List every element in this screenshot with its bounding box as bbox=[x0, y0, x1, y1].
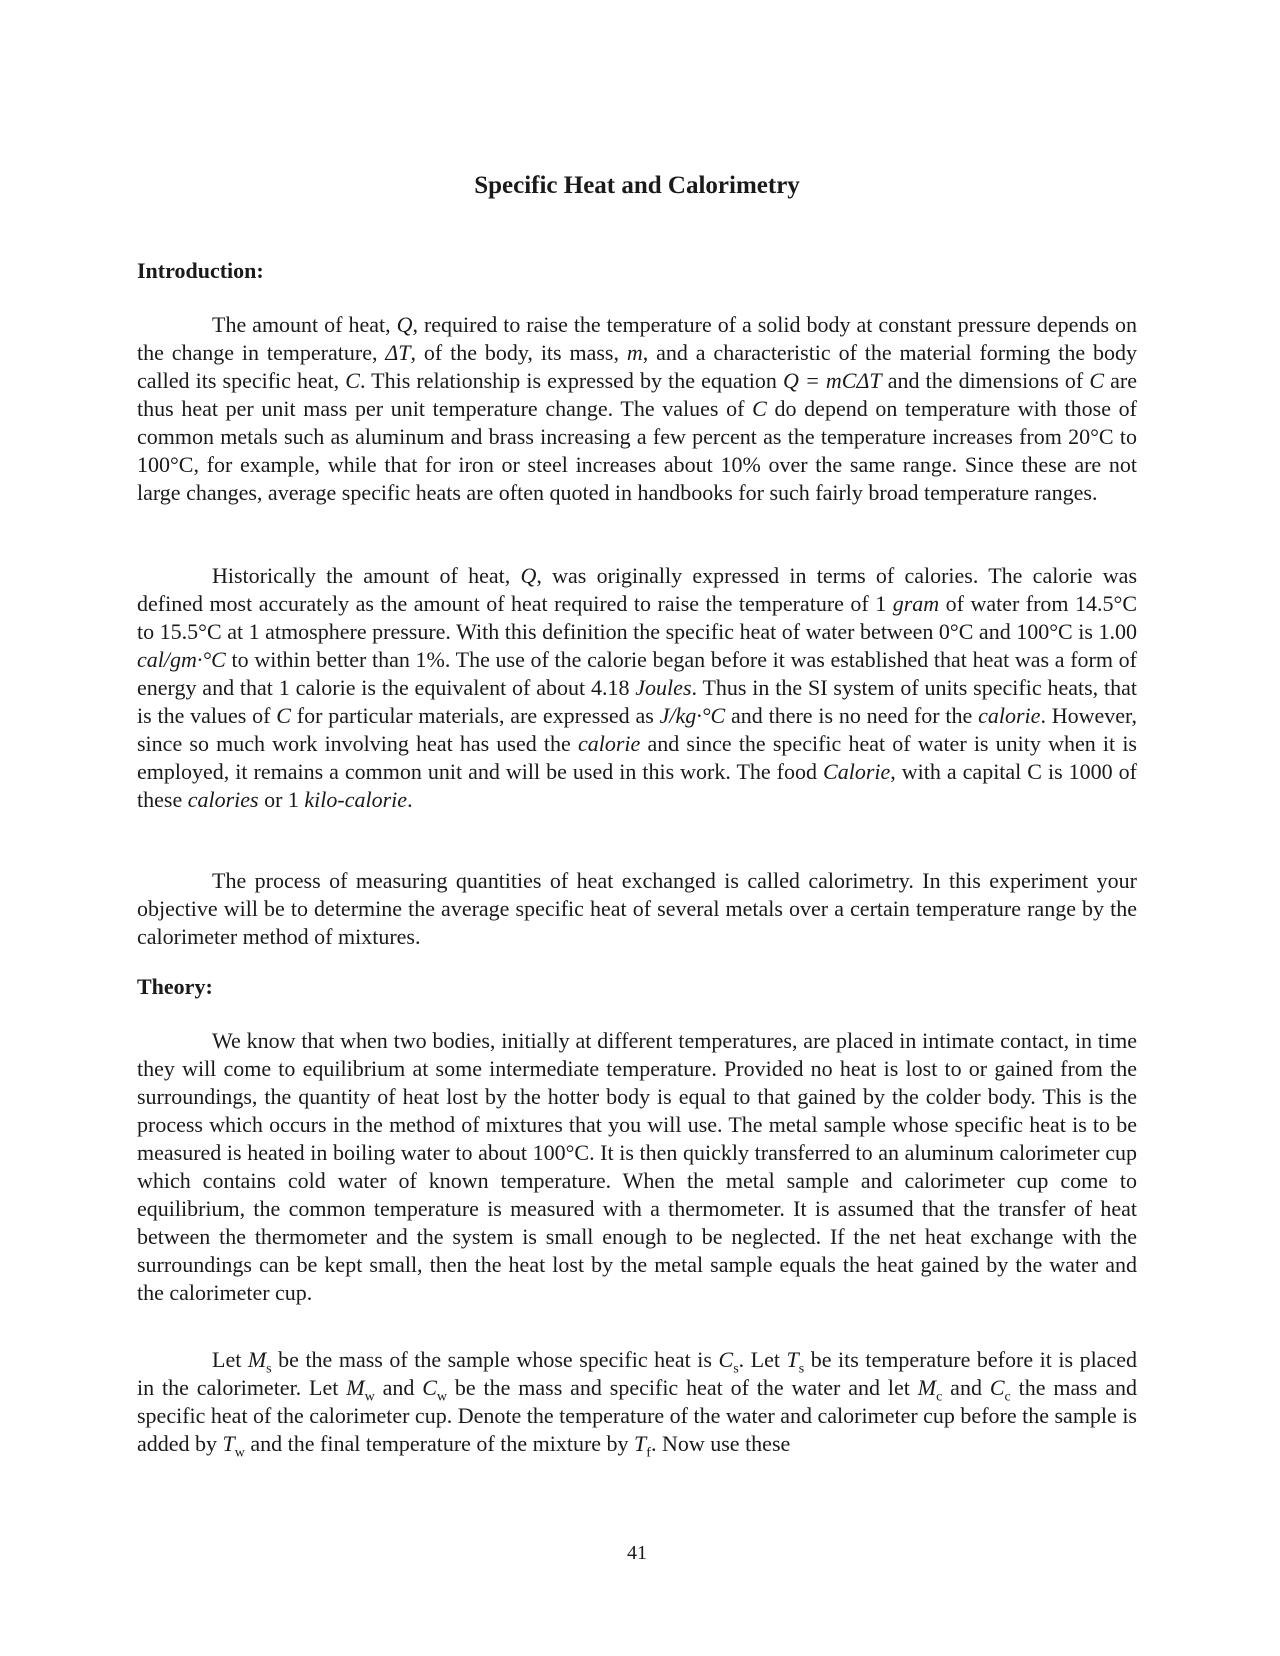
page-title: Specific Heat and Calorimetry bbox=[474, 172, 800, 199]
intro-paragraph-1: The amount of heat, Q, required to raise the temperature of a solid body at constant pressure depends on the change in temperature, ΔT, of the body, its mass, m, and a characteristic of the material forming the body called its specific heat, C. This relationship is expressed by the equation Q = mCΔT and the dimensions of C are thus heat per unit mass per unit temperature change. The values of C do depend on temperature with those of common metals such as aluminum and brass increasing a few percent as the temperature increases from 20°C to 100°C, for example, while that for iron or steel increases about 10% over the same range. Since these are not large changes, average specific heats are often quoted in handbooks for such fairly broad temperature ranges. bbox=[137, 312, 1137, 505]
theory-heading: Theory: bbox=[137, 974, 213, 999]
introduction-heading: Introduction: bbox=[137, 258, 264, 283]
theory-paragraph-2: Let $M_s$ be the mass of the sample whose specific heat is $C_s$. Let $T_s$ be its temperature before it is placed in the calorimeter. Let $M_w$ and $C_w$ be the mass and specific heat of the water and let $M_c$ and $C_c$ the mass and specific heat of the calorimeter cup. Denote the temperature of the water and calorimeter cup before the sample is added by $T_w$ and the final temperature of the mixture by $T_f$. Now use these bbox=[137, 1347, 1137, 1461]
intro-paragraph-2: Historically the amount of heat, Q, was originally expressed in terms of calories. The calorie was defined most accurately as the amount of heat required to raise the temperature of 1 gram of water from 14.5°C to 15.5°C at 1 atmosphere pressure. With this definition the specific heat of water between 0°C and 100°C is 1.00 cal/gm·°C to within better than 1%. The use of the calorie began before it was established that heat was a form of energy and that 1 calorie is the equivalent of about 4.18 Joules. Thus in the SI system of units specific heats, that is the values of C for particular materials, are expressed as J/kg·°C and there is no need for the calorie. However, since so much work involving heat has used the calorie and since the specific heat of water is unity when it is employed, it remains a common unit and will be used in this work. The food Calorie, with a capital C is 1000 of these calories or 1 kilo-calorie. bbox=[137, 563, 1137, 812]
intro-paragraph-3: The process of measuring quantities of heat exchanged is called calorimetry. In this experiment your objective will be to determine the average specific heat of several metals over a certain temperature range by the calorimeter method of mixtures. bbox=[137, 868, 1137, 949]
page-number: 41 bbox=[627, 1542, 647, 1564]
theory-paragraph-1: We know that when two bodies, initially at different temperatures, are placed in intimate contact, in time they will come to equilibrium at some intermediate temperature. Provided no heat is lost to or gained from the surroundings, the quantity of heat lost by the hotter body is equal to that gained by the colder body. This is the process which occurs in the method of mixtures that you will use. The metal sample whose specific heat is to be measured is heated in boiling water to about 100°C. It is then quickly transferred to an aluminum calorimeter cup which contains cold water of known temperature. When the metal sample and calorimeter cup come to equilibrium, the common temperature is measured with a thermometer. It is assumed that the transfer of heat between the thermometer and the system is small enough to be neglected. If the net heat exchange with the surroundings can be kept small, then the heat lost by the metal sample equals the heat gained by the water and the calorimeter cup. bbox=[137, 1028, 1137, 1305]
